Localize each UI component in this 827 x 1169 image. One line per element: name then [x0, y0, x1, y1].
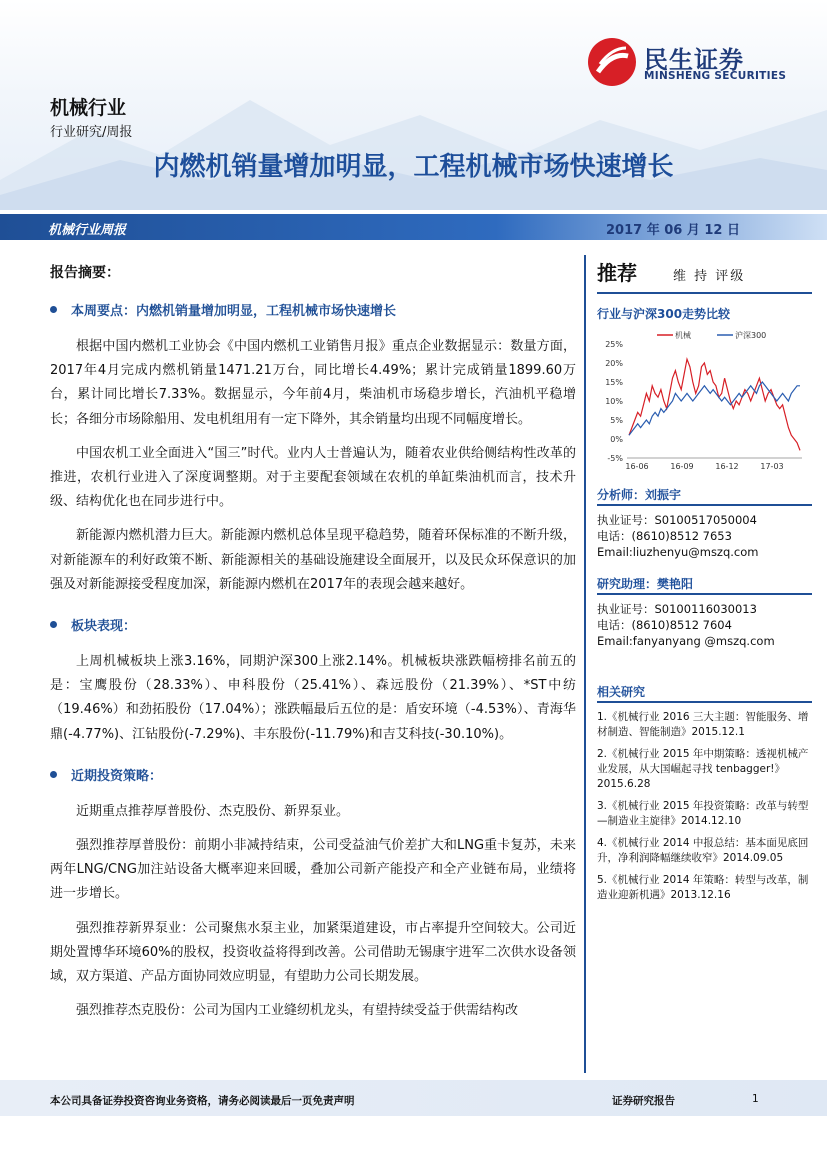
related-item[interactable]: 1.《机械行业 2016 三大主题：智能服务、增材制造、智能制造》2015.12.1: [597, 711, 809, 738]
related-item[interactable]: 2.《机械行业 2015 年中期策略：透视机械产业发展，从大国崛起寻找 tenbagger!》2015.6.28: [597, 748, 809, 790]
analyst-phone: 电话：(8610)8512 7653: [597, 529, 732, 543]
series-line: [629, 382, 800, 435]
x-tick-label: 16-09: [670, 462, 694, 471]
paragraph: 中国农机工业全面进入“国三”时代。业内人士普遍认为，随着农业供给侧结构性改革的推进，农机行业进入了深度调整期。对于主要配套领域在农机的单缸柴油机而言，技术升级、结构优化也在同步进行中。: [50, 445, 576, 510]
related-list: [597, 710, 812, 910]
trend-chart: [597, 326, 812, 476]
section-title: 近期投资策略：: [71, 768, 163, 784]
legend-label: 沪深300: [735, 331, 767, 340]
company-logo: [588, 38, 788, 88]
section-heading: [50, 300, 576, 319]
y-tick-label: -5%: [607, 454, 623, 463]
bullet-icon: [50, 306, 57, 313]
x-tick-label: 16-12: [715, 462, 739, 471]
y-tick-label: 20%: [605, 359, 623, 368]
related-item[interactable]: 5.《机械行业 2014 年策略：转型与改革，制造业迎新机遇》2013.12.16: [597, 874, 809, 901]
footer-type: 证券研究报告: [612, 1095, 675, 1107]
analyst-info: [597, 512, 759, 560]
divider: [597, 593, 812, 595]
report-date: 2017 年 06 月 12 日: [606, 223, 740, 238]
logo-name-en: MINSHENG SECURITIES: [644, 70, 787, 82]
paragraph: 强烈推荐杰克股份：公司为国内工业缝纫机龙头，有望持续受益于供需结构改: [76, 1003, 519, 1019]
analyst-email[interactable]: Email:liuzhenyu@mszq.com: [597, 545, 759, 559]
paragraph: 根据中国内燃机工业协会《中国内燃机工业销售月报》重点企业数据显示：数量方面，2017年4月完成内燃机销量1471.21万台，同比增长4.49%；累计完成销量1899.60万台，累计同比增长7.33%。数据显示，今年前4月，柴油机市场稳步增长，汽油机平稳增长；各细分市场除船用、发电机组用有一定下降外，其余销量均出现不同幅度增长。: [50, 339, 576, 427]
analyst-title: 分析师：刘振宇: [597, 488, 682, 502]
y-tick-label: 5%: [610, 416, 623, 425]
y-tick-label: 0%: [610, 435, 623, 444]
assistant-cert: 执业证号：S0100116030013: [597, 602, 757, 616]
y-tick-label: 15%: [605, 378, 623, 387]
analyst-cert: 执业证号：S0100517050004: [597, 513, 757, 527]
summary-heading: 报告摘要：: [50, 265, 120, 281]
series-line: [629, 359, 800, 450]
rating: 推荐: [597, 261, 637, 285]
divider: [597, 701, 812, 703]
paragraph: 新能源内燃机潜力巨大。新能源内燃机总体呈现平稳趋势，随着环保标准的不断升级，对新能源车的利好政策不断、新能源相关的基础设施建设全面展开，以及民众环保意识的加强及对新能源接受程度加深，新能源内燃机在2017年的表现会越来越好。: [50, 528, 576, 592]
bullet-icon: [50, 621, 57, 628]
legend-label: 机械: [675, 331, 691, 340]
assistant-phone: 电话：(8610)8512 7604: [597, 618, 732, 632]
section-title: 本周要点：内燃机销量增加明显，工程机械市场快速增长: [71, 304, 397, 319]
assistant-email[interactable]: Email:fanyanyang @mszq.com: [597, 634, 775, 648]
section-heading: [50, 765, 576, 784]
industry-label: 机械行业: [50, 97, 127, 119]
y-tick-label: 25%: [605, 340, 623, 349]
bullet-icon: [50, 771, 57, 778]
paragraph: 近期重点推荐厚普股份、杰克股份、新界泵业。: [76, 803, 350, 819]
logo-name-cn: 民生证券: [644, 46, 744, 74]
divider: [597, 504, 812, 506]
chart-title: 行业与沪深300走势比较: [597, 307, 731, 321]
x-tick-label: 17-03: [760, 462, 784, 471]
footer-disclaimer: 本公司具备证券投资咨询业务资格，请务必阅读最后一页免责声明: [50, 1095, 355, 1107]
divider: [597, 292, 812, 294]
related-title: 相关研究: [597, 685, 646, 699]
rating-sub: 维 持 评级: [673, 269, 746, 284]
column-divider: [584, 255, 586, 1073]
page-number: 1: [752, 1093, 759, 1105]
assistant-title: 研究助理：樊艳阳: [597, 577, 694, 591]
logo-mark-icon: [588, 38, 636, 86]
y-tick-label: 10%: [605, 397, 623, 406]
report-title: 内燃机销量增加明显，工程机械市场快速增长: [153, 152, 674, 182]
section-heading: [50, 615, 576, 634]
paragraph: 强烈推荐新界泵业：公司聚焦水泵主业，加紧渠道建设，市占率提升空间较大。公司近期处置博华环境60%的股权，投资收益将得到改善。公司借助无锡康宇进军二次供水设备领域，双方渠道、产品方面协同效应明显，有望助力公司长期发展。: [50, 920, 576, 985]
x-tick-label: 16-06: [625, 462, 649, 471]
band-label: 机械行业周报: [48, 223, 127, 238]
report-category: 行业研究/周报: [50, 125, 133, 140]
related-item[interactable]: 4.《机械行业 2014 中报总结：基本面见底回升，净利润降幅继续收窄》2014.09.05: [597, 837, 809, 864]
assistant-info: [597, 601, 775, 649]
paragraph: 强烈推荐厚普股份：前期小非减持结束，公司受益油气价差扩大和LNG重卡复苏，未来两年LNG/CNG加注站设备大概率迎来回暖，叠加公司新产能投产和全产业链布局，业绩将进一步增长。: [50, 838, 577, 902]
summary-column: [50, 262, 576, 1033]
related-item[interactable]: 3.《机械行业 2015 年投资策略：改革与转型—制造业主旋律》2014.12.10: [597, 800, 809, 827]
section-title: 板块表现：: [71, 619, 137, 635]
paragraph: 上周机械板块上涨3.16%，同期沪深300上涨2.14%。机械板块涨跌幅榜排名前五的是：宝鹰股份（28.33%）、申科股份（25.41%）、森远股份（21.39%）、*ST中纺（19.46%）和劲拓股份（17.04%）；涨跌幅最后五位的是：盾安环境（-4.53%）、青海华鼎(-4.77%)、江钻股份(-7.29%)、丰东股份(-11.79%)和吉艾科技(-30.10%)。: [50, 654, 576, 742]
